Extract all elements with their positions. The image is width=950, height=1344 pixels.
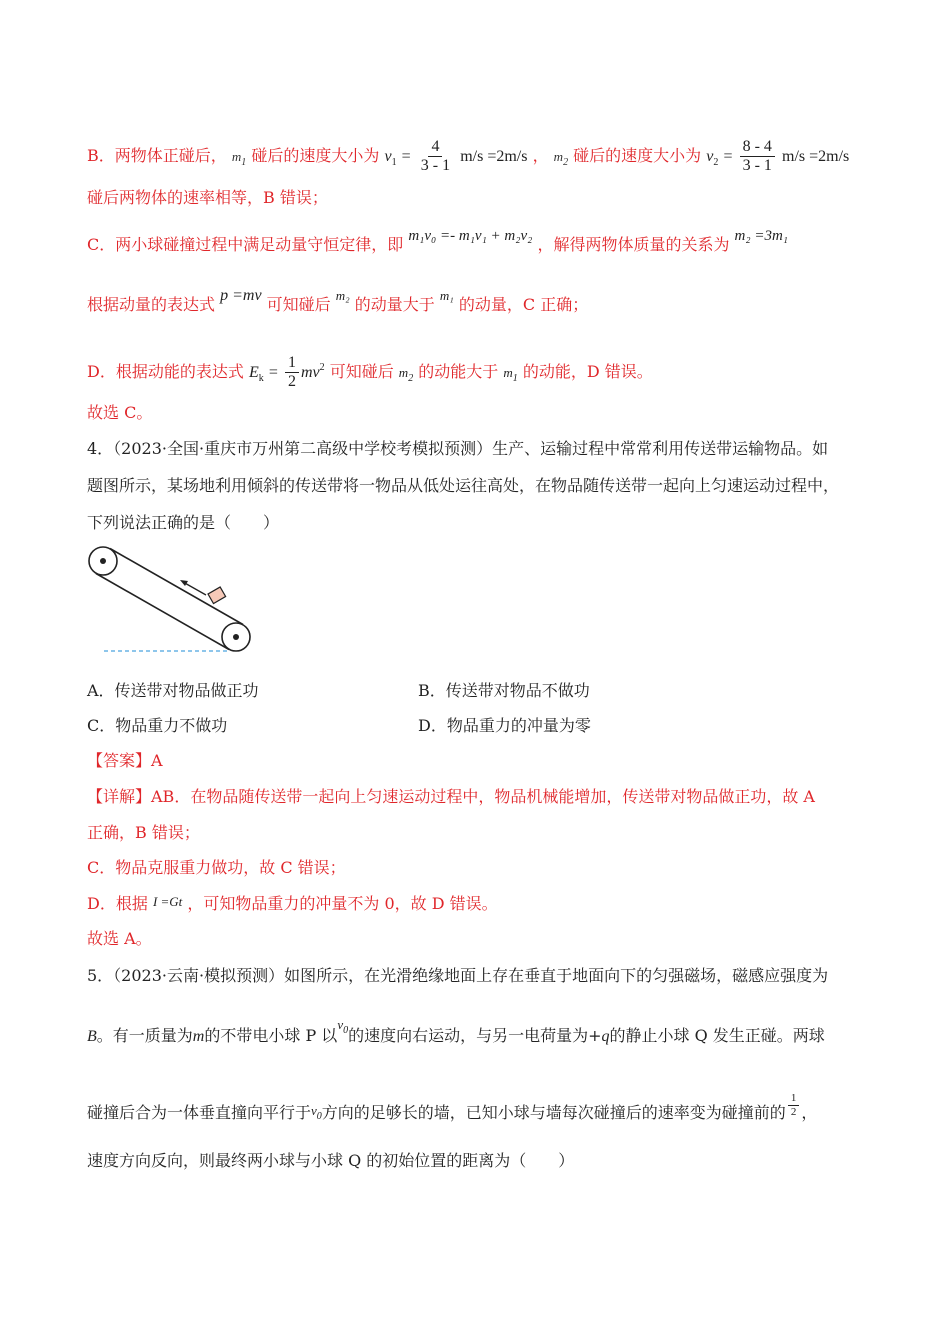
- q4-conclusion: 故选 A。: [87, 929, 152, 948]
- m2-symbol: $m_2$: [398, 365, 414, 384]
- text: 碰后的速度大小为: [573, 146, 702, 165]
- m1-symbol: $m_1$: [503, 365, 518, 384]
- q5-stem-line2: B。有一质量为m的不带电小球 P 以$^{v_0}$的速度向右运动，与另一电荷量为+q的静止小球 Q 发生正碰。两球: [87, 1017, 825, 1045]
- v2-equation: $v_2$ = $\frac{8 - 4}{3 - 1}$ m/s =2m/s: [706, 138, 850, 174]
- q4-detail-c: C．物品克服重力做功，故 C 错误；: [87, 858, 346, 877]
- text: 碰后的速度大小为: [251, 146, 380, 165]
- momentum-equation: m₁v₀ =- m₁v₁ + m₂v₂: [408, 228, 533, 244]
- half-fraction: $\frac{1}{2}$: [788, 1092, 800, 1119]
- v0-symbol: $v_0$: [311, 1103, 322, 1122]
- velocity-arrow-icon: [180, 580, 206, 595]
- q4-detail-line2: 正确，B 错误；: [87, 823, 200, 842]
- v1-equation: $v_1$ = $\frac{4}{3 - 1}$ m/s =2m/s: [384, 138, 528, 174]
- conveyor-belt: [89, 547, 250, 651]
- mass-relation: m₂ =3m₁: [734, 228, 789, 244]
- q3-option-b-line1: B．两物体正碰后， $m_1$ 碰后的速度大小为 $v_1$ = $\frac{4}{3 - 1}$ m/s =2m/s ， $m_2$ 碰后的速度大小为 $v_2$ = $\frac{8 - 4}{3 - 1}$ m/s =2m/s: [87, 138, 850, 174]
- q4-option-a: A．传送带对物品做正功: [87, 681, 259, 700]
- q4-stem-line3: 下列说法正确的是（ ）: [87, 513, 280, 532]
- q4-option-c: C．物品重力不做功: [87, 716, 228, 735]
- q4-stem-line1: 4．（2023·全国·重庆市万州第二高级中学校考模拟预测）生产、运输过程中常常利用传送带运输物品。如: [87, 439, 829, 458]
- m1-symbol: m₁: [439, 288, 454, 303]
- q4-option-d: D．物品重力的冲量为零: [418, 716, 591, 735]
- q3-option-c-line1: C．两小球碰撞过程中满足动量守恒定律，即 m₁v₀ =- m₁v₁ + m₂v₂ ，解得两物体质量的关系为 m₂ =3m₁: [87, 228, 789, 254]
- package-box: [208, 587, 226, 604]
- m2-symbol: m₂: [335, 288, 350, 303]
- q4-answer: 【答案】A: [87, 751, 163, 770]
- momentum-formula: p =mv: [220, 287, 262, 304]
- q4-stem-line2: 题图所示，某场地利用倾斜的传送带将一物品从低处运往高处，在物品随传送带一起向上匀速运动过程中，: [87, 476, 840, 495]
- q3-option-c-line2: 根据动量的表达式 p =mv 可知碰后 $^{m_2}$ 的动量大于 $^{m_1}$ 的动量，C 正确；: [87, 287, 589, 314]
- impulse-formula: I =Gt: [152, 894, 183, 909]
- m1-symbol: $m_1$: [231, 149, 247, 168]
- q4-detail-d: D．根据 I =Gt ，可知物品重力的冲量不为 0，故 D 错误。: [87, 894, 498, 913]
- text: B．两物体正碰后，: [87, 146, 227, 165]
- conveyor-belt-figure: [84, 540, 256, 660]
- q3-option-b-line2: 碰后两物体的速率相等，B 错误；: [87, 188, 328, 207]
- q5-stem-line4: 速度方向反向，则最终两小球与小球 Q 的初始位置的距离为（ ）: [87, 1151, 575, 1170]
- q3-conclusion: 故选 C。: [87, 403, 153, 422]
- m2-symbol: $m_2$: [553, 149, 569, 168]
- q4-detail-line1: 【详解】AB．在物品随传送带一起向上匀速运动过程中，物品机械能增加，传送带对物品做正功，故 A: [87, 787, 815, 806]
- q4-option-b: B．传送带对物品不做功: [418, 681, 590, 700]
- v0-symbol: v0: [337, 1017, 349, 1036]
- q5-stem-line3: 碰撞后合为一体垂直撞向平行于$v_0$方向的足够长的墙，已知小球与墙每次碰撞后的速率变为碰撞前的 $\frac{1}{2}$ ，: [87, 1092, 818, 1122]
- kinetic-energy-formula: $E_k$ = $\frac{1}{2}$ $mv^2$: [248, 354, 325, 390]
- q5-stem-line1: 5．（2023·云南·模拟预测）如图所示，在光滑绝缘地面上存在垂直于地面向下的匀强磁场，磁感应强度为: [87, 966, 829, 985]
- q3-option-d-line: D．根据动能的表达式 $E_k$ = $\frac{1}{2}$ $mv^2$ 可知碰后 $m_2$ 的动能大于 $m_1$ 的动能，D 错误。: [87, 354, 653, 390]
